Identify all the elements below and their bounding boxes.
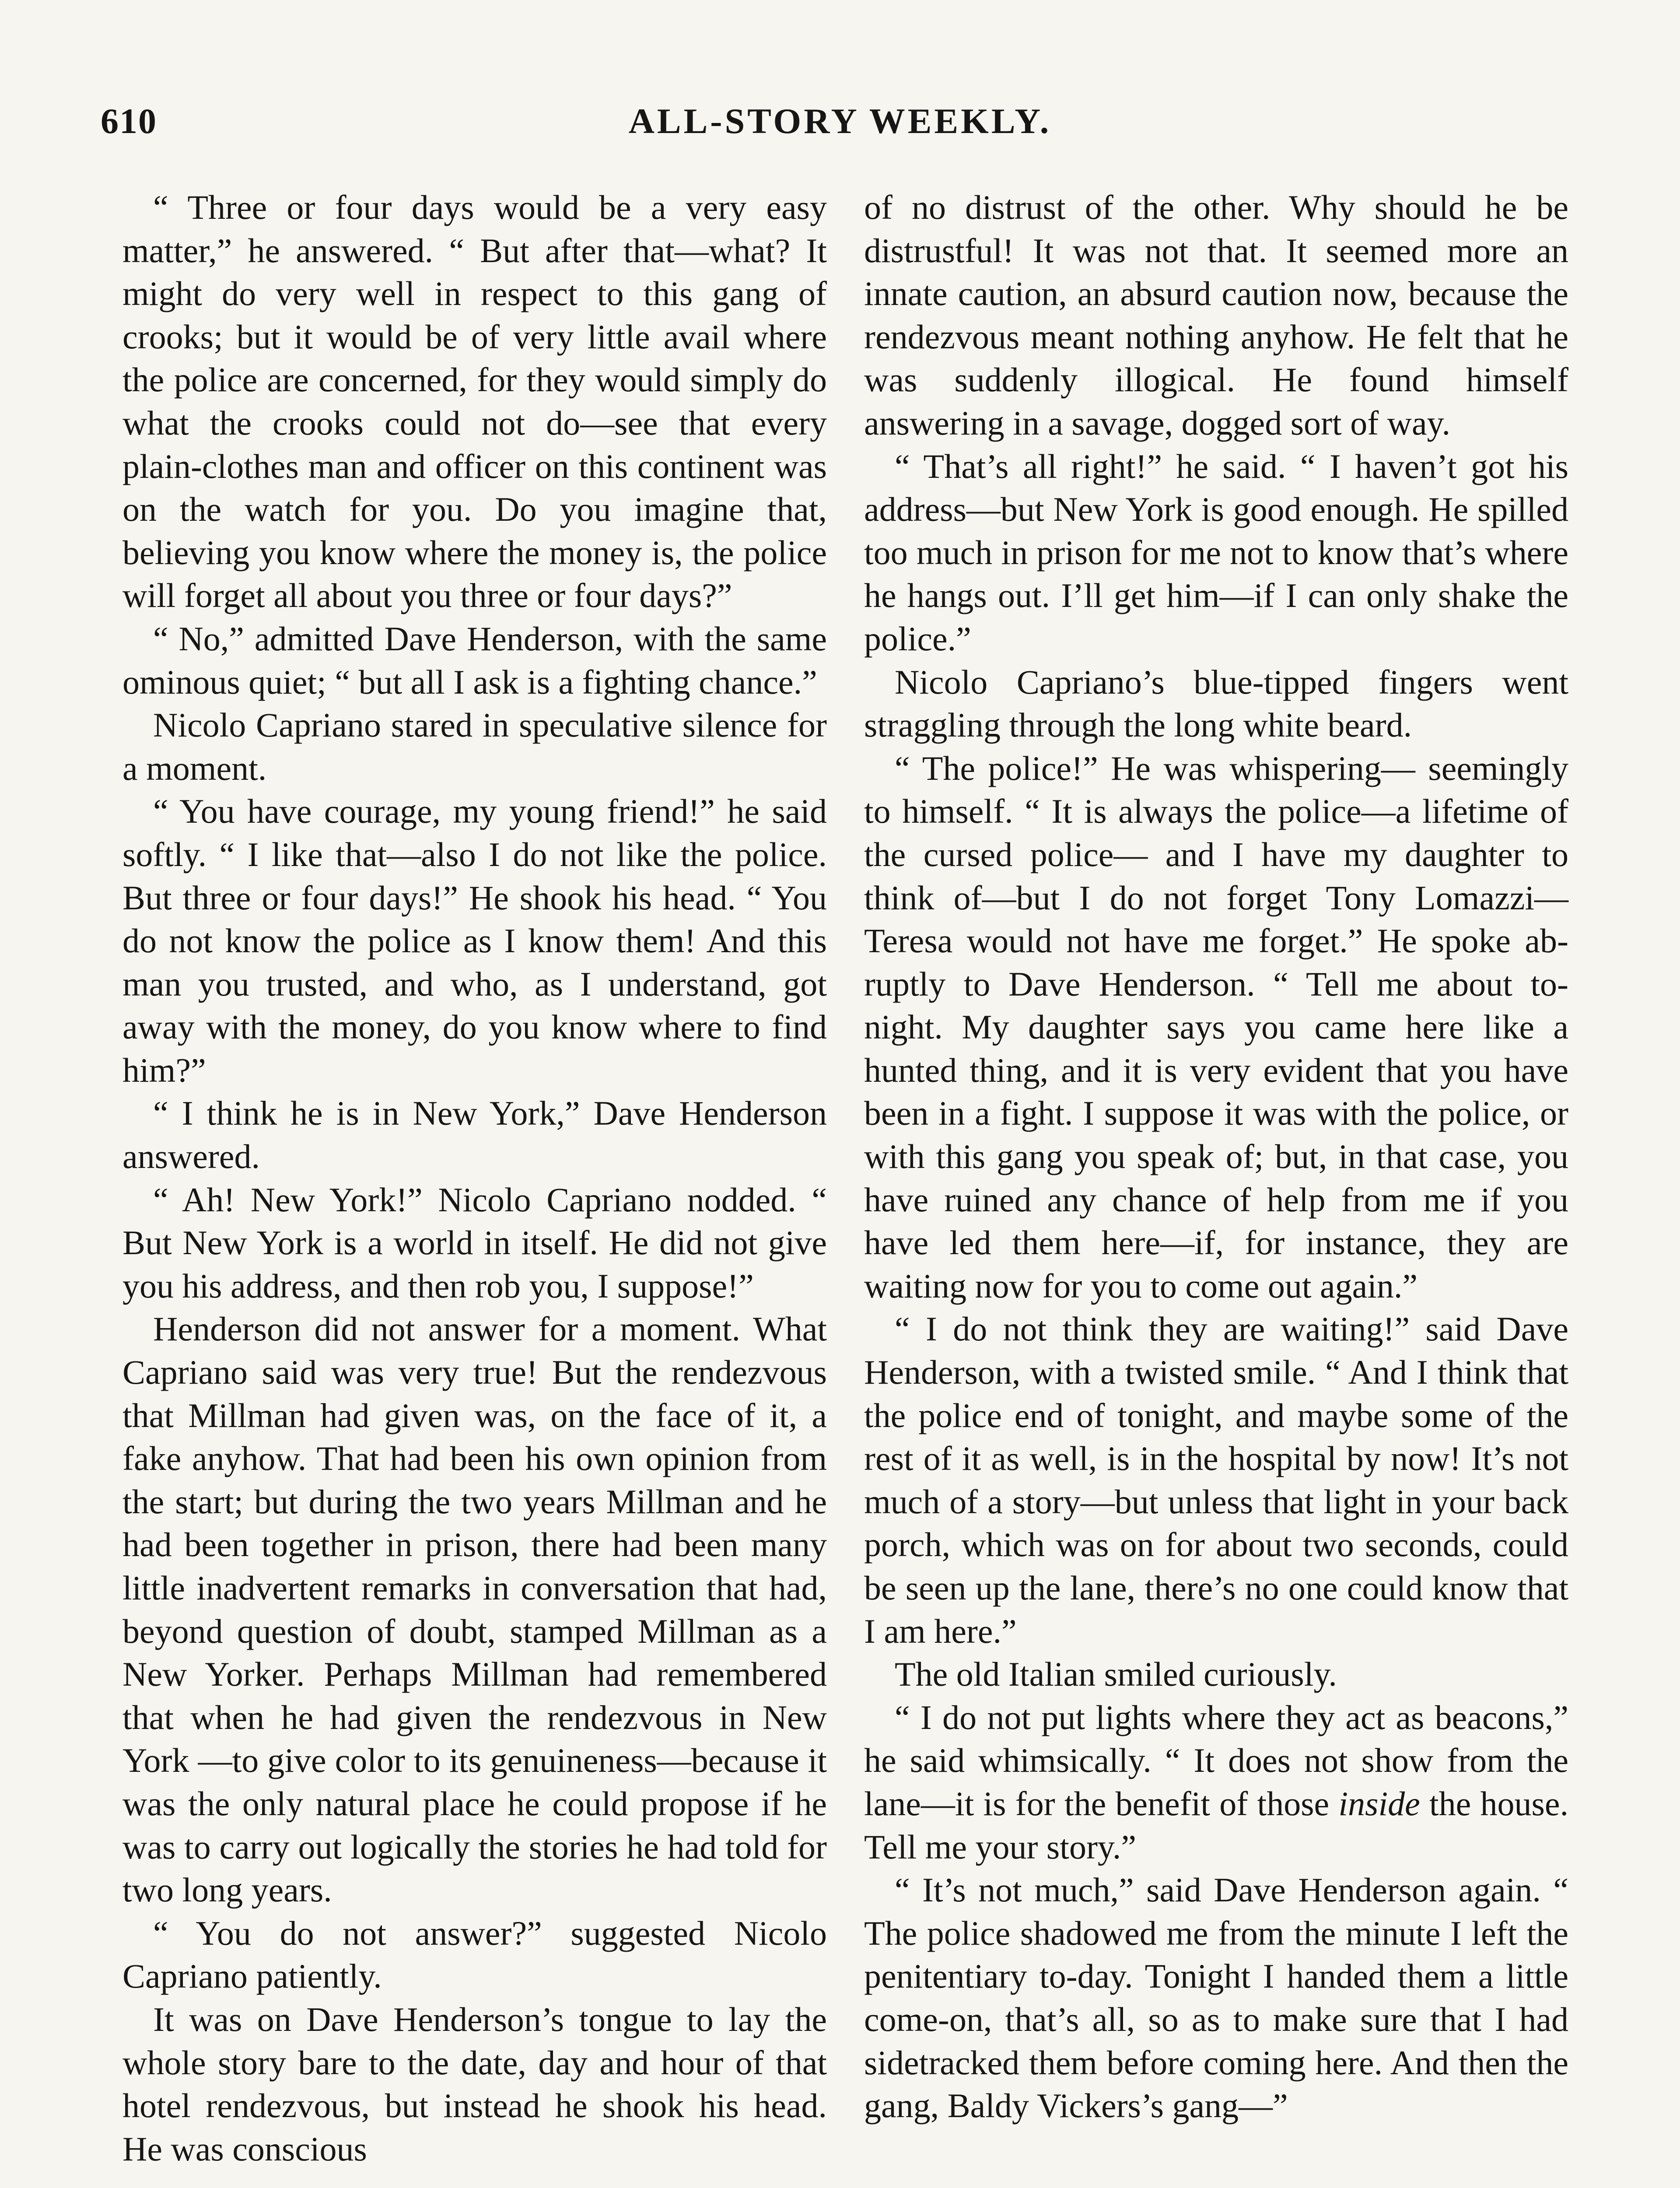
italic-word: inside <box>1338 1784 1420 1823</box>
paragraph: “ No,” admitted Dave Henderson, with the same ominous quiet; “ but all I ask is a fighting chance.” <box>122 619 827 701</box>
paragraph: Nicolo Capriano stared in speculative silence for a moment. <box>122 706 827 787</box>
page-header <box>101 101 1579 149</box>
paragraph: “ Three or four days would be a very easy matter,” he answered. “ But after that—what? It might do very well in respect to this gang of crooks; but it would be of very little avail where the police are concerned, for they would simply do what the crooks could not do—see that every plain-clothes man and officer on this continent was on the watch for you. Do you imagine that, believing you know where the money is, the police will forget all about you three or four days?” <box>122 188 827 615</box>
paragraph-lights <box>864 1696 1568 1869</box>
paragraph: “ I think he is in New York,” Dave Henderson answered. <box>122 1094 827 1176</box>
paragraph: “ That’s all right!” he said. “ I haven’t got his address—but New York is good enough. He spilled too much in prison for me not to know that’s where he hangs out. I’ll get him—if I can only shake the police.” <box>864 447 1568 658</box>
continued-paragraph: of no distrust of the other. Why should he be distrustful! It was not that. It seemed more an innate caution, an absurd caution now, because the rendezvous meant nothing anyhow. He felt that he was suddenly illogical. He found himself answering in a savage, dogged sort of way. <box>864 188 1568 442</box>
paragraph: It was on Dave Henderson’s tongue to lay the whole story bare to the date, day and hour of that hotel rendezvous, but instead he shook his head. He was conscious <box>122 2000 827 2168</box>
paragraph: “ The police!” He was whispering— seemingly to himself. “ It is always the police—a lifetime of the cursed police— and I have my daughter to think of—but I do not forget Tony Lomazzi—Teresa would not have me forget.” He spoke abruptly to Dave Henderson. “ Tell me about to-night. My daughter says you came here like a hunted thing, and it is very evident that you have been in a fight. I suppose it was with the police, or with this gang you speak of; but, in that case, you have ruined any chance of help from me if you have led them here—if, for instance, they are waiting now for you to come out again.” <box>864 749 1568 1305</box>
text-run: “ I do not put lights where they act as beacons,” he said whimsically. “ It does not show from the lane—it is for the benefit of those <box>864 1698 1568 1823</box>
running-head: ALL-STORY WEEKLY. <box>628 101 1052 141</box>
paragraph: “ You do not answer?” suggested Nicolo Capriano patiently. <box>122 1914 827 1995</box>
paragraph: Henderson did not answer for a moment. What Capriano said was very true! But the rendezvous that Millman had given was, on the face of it, a fake anyhow. That had been his own opinion from the start; but during the two years Millman and he had been together in prison, there had been many little inadvertent remarks in conversation that had, beyond question of doubt, stamped Millman as a New Yorker. Perhaps Millman had remembered that when he had given the rendezvous in New York —to give color to its genuineness—because it was the only natural place he could propose if he was to carry out logically the stories he had told for two long years. <box>122 1310 827 1909</box>
paragraph: “ Ah! New York!” Nicolo Capriano nodded. “ But New York is a world in itself. He did not give you his address, and then rob you, I suppose!” <box>122 1180 827 1305</box>
right-column <box>864 186 1568 2128</box>
paragraph: “ You have courage, my young friend!” he said softly. “ I like that—also I do not like the police. But three or four days!” He shook his head. “ You do not know the police as I know them! And this man you trusted, and who, as I understand, got away with the money, do you know where to find him?” <box>122 792 827 1089</box>
text-run: the house. Tell me your story.” <box>864 1784 1569 1866</box>
left-column <box>122 186 827 2170</box>
paragraph: “ It’s not much,” said Dave Henderson again. “ The police shadowed me from the minute I left the penitentiary to-day. Tonight I handed them a little come-on, that’s all, so as to make sure that I had sidetracked them before coming here. And then the gang, Baldy Vickers’s gang—” <box>864 1871 1568 2125</box>
paragraph: Nicolo Capriano’s blue-tipped fingers went straggling through the long white beard. <box>864 663 1568 744</box>
paragraph: The old Italian smiled curiously. <box>895 1655 1337 1694</box>
paragraph: “ I do not think they are waiting!” said Dave Henderson, with a twisted smile. “ And I think that the police end of tonight, and maybe some of the rest of it as well, is in the hospital by now! It’s not much of a story—but unless that light in your back porch, which was on for about two seconds, could be seen up the lane, there’s no one could know that I am here.” <box>864 1310 1568 1650</box>
page-number: 610 <box>101 101 157 141</box>
